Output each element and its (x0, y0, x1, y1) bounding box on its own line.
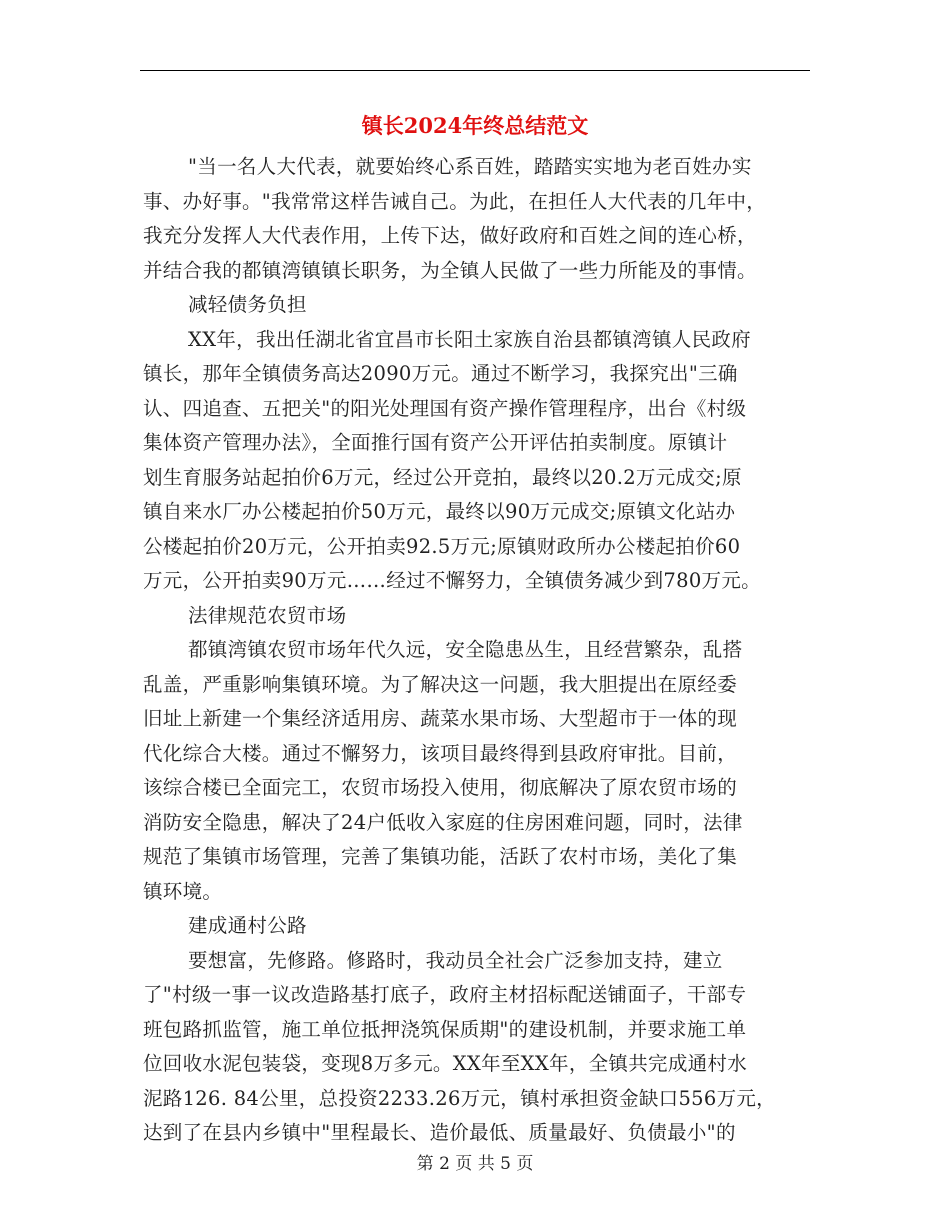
text-line: XX年，我出任湖北省宜昌市长阳土家族自治县都镇湾镇人民政府 (188, 327, 751, 351)
document-title: 镇长2024年终总结范文 (361, 113, 589, 138)
text-line: 都镇湾镇农贸市场年代久远，安全隐患丛生，且经营繁杂，乱搭 (188, 638, 743, 661)
text-line: 该综合楼已全面完工，农贸市场投入使用，彻底解决了原农贸市场的 (143, 776, 738, 799)
text-line: 公楼起拍价20万元，公开拍卖92.5万元;原镇财政所办公楼起拍价60 (143, 534, 741, 558)
text-line: 镇环境。 (143, 879, 223, 903)
text-line: 班包路抓监管，施工单位抵押浇筑保质期"的建设机制，并要求施工单 (143, 1017, 747, 1041)
text-line: 镇自来水厂办公楼起拍价50万元，最终以90万元成交;原镇文化站办 (143, 500, 736, 523)
text-line: 我充分发挥人大代表作用，上传下达，做好政府和百姓之间的连心桥， (143, 224, 757, 247)
text-line: 位回收水泥包装袋，变现8万多元。XX年至XX年，全镇共完成通村水 (143, 1052, 748, 1075)
text-line: 规范了集镇市场管理，完善了集镇功能，活跃了农村市场，美化了集 (143, 845, 738, 868)
text-line: 法律规范农贸市场 (188, 603, 347, 627)
text-line: 了"村级一事一议改造路基打底子，政府主材招标配送铺面子，干部专 (143, 983, 747, 1006)
text-line: 并结合我的都镇湾镇镇长职务，为全镇人民做了一些力所能及的事情。 (143, 258, 757, 282)
text-line: 认、四追查、五把关"的阳光处理国有资产操作管理程序，出台《村级 (143, 396, 747, 420)
text-line: 集体资产管理办法》，全面推行国有资产公开评估拍卖制度。原镇计 (143, 431, 728, 454)
text-line: 事、办好事。"我常常这样告诫自己。为此，在担任人大代表的几年中， (143, 189, 767, 213)
text-line: 消防安全隐患，解决了24户低收入家庭的住房困难问题，同时，法律 (143, 810, 743, 834)
text-line: 达到了在县内乡镇中"里程最长、造价最低、质量最好、负债最小"的 (143, 1121, 736, 1144)
text-line: 建成通村公路 (188, 914, 307, 937)
text-line: 万元，公开拍卖90万元……经过不懈努力，全镇债务减少到780万元。 (143, 569, 761, 592)
text-line: 减轻债务负担 (188, 293, 307, 316)
header-rule (140, 70, 810, 71)
text-line: 要想富，先修路。修路时，我动员全社会广泛参加支持，建立 (188, 948, 723, 972)
text-line: 划生育服务站起拍价6万元，经过公开竞拍，最终以20.2万元成交;原 (143, 465, 742, 489)
document-body (143, 150, 815, 1151)
text-line: 乱盖，严重影响集镇环境。为了解决这一问题，我大胆提出在原经委 (143, 672, 738, 696)
text-line: "当一名人大代表，就要始终心系百姓，踏踏实实地为老百姓办实 (188, 155, 752, 178)
text-line: 代化综合大楼。通过不懈努力，该项目最终得到县政府审批。目前， (143, 741, 738, 765)
text-line: 镇长，那年全镇债务高达2090万元。通过不断学习，我探究出"三确 (143, 362, 738, 385)
text-line: 泥路126. 84公里，总投资2233.26万元，镇村承担资金缺口556万元， (143, 1086, 776, 1110)
page-number-footer: 第 2 页 共 5 页 (416, 1154, 534, 1174)
text-line: 旧址上新建一个集经济适用房、蔬菜水果市场、大型超市于一体的现 (143, 707, 738, 730)
